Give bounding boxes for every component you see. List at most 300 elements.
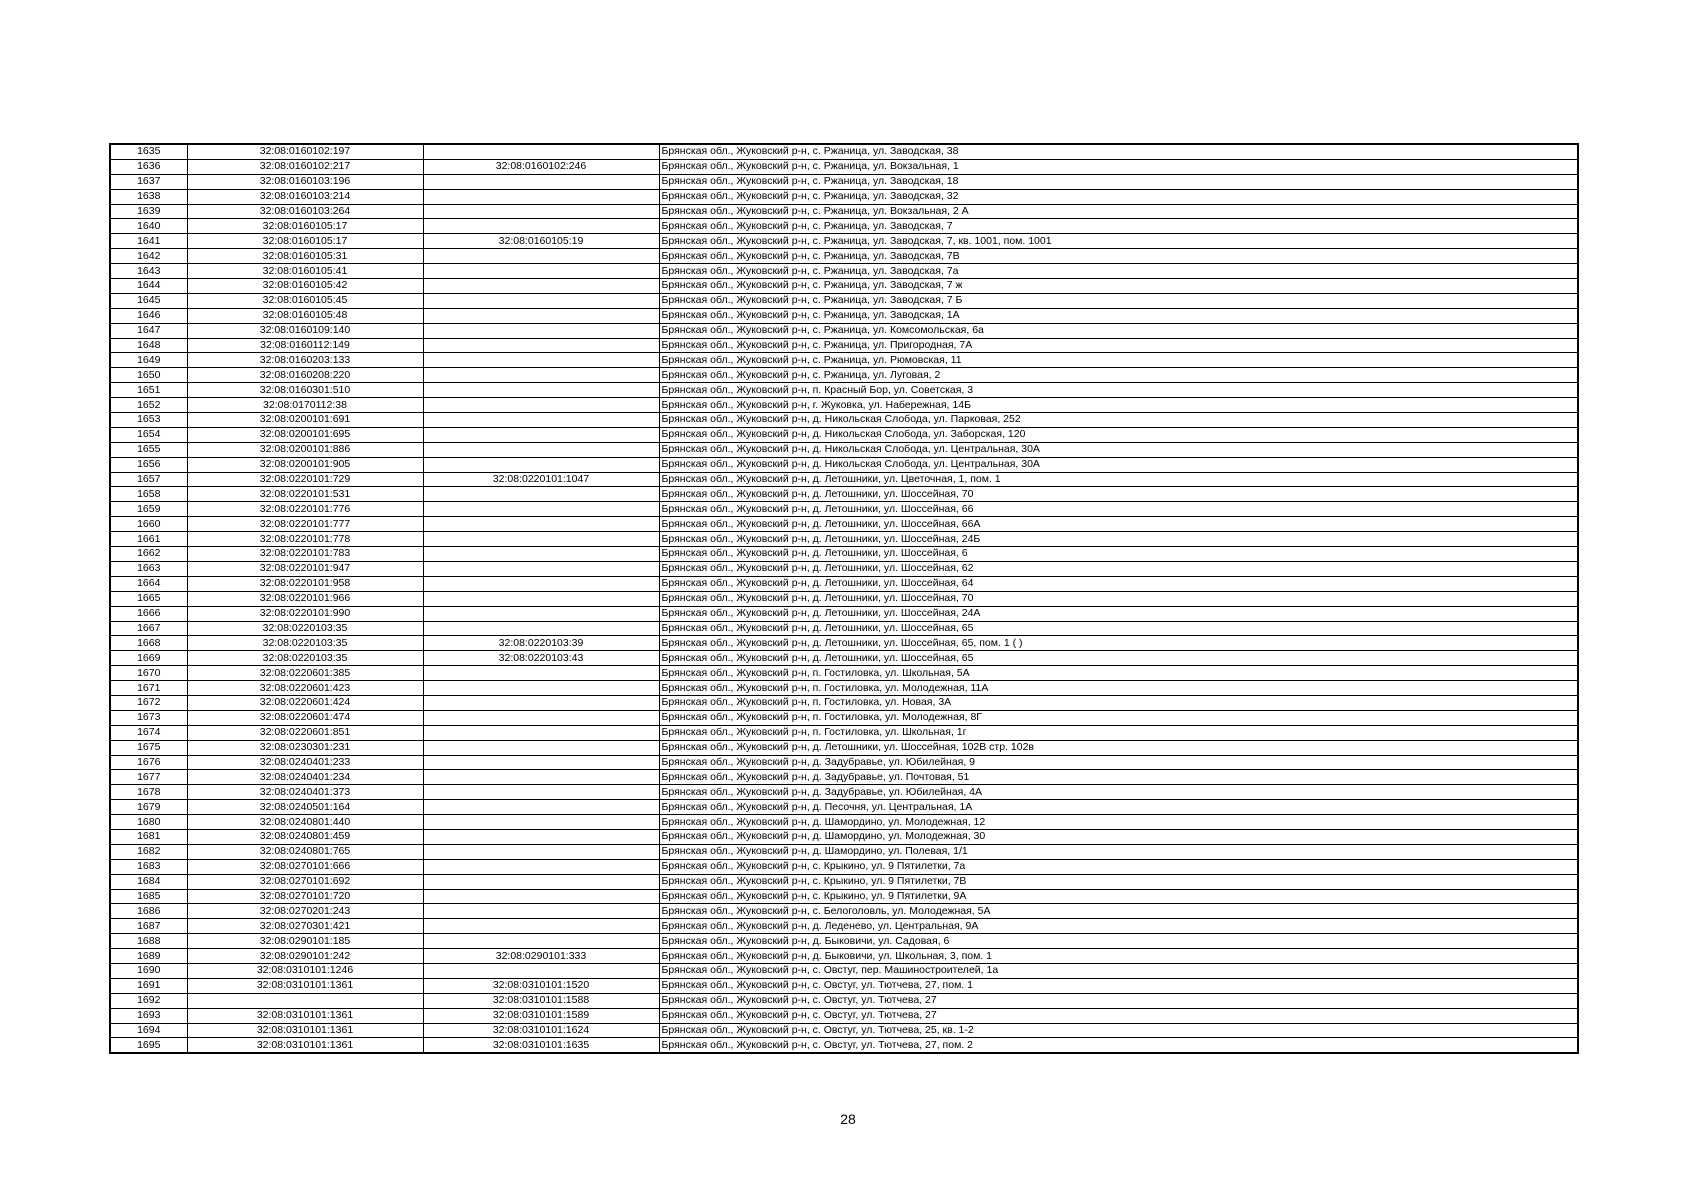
- linked-object-cell: [423, 264, 659, 279]
- address-cell: Брянская обл., Жуковский р-н, с. Ржаница, ул. Комсомольская, 6а: [659, 323, 1578, 338]
- address-cell: Брянская обл., Жуковский р-н, д. Летошники, ул. Шоссейная, 24А: [659, 606, 1578, 621]
- row-number-cell: 1645: [110, 293, 187, 308]
- address-cell: Брянская обл., Жуковский р-н, д. Леденево, ул. Центральная, 9А: [659, 919, 1578, 934]
- row-number-cell: 1649: [110, 353, 187, 368]
- linked-object-cell: [423, 904, 659, 919]
- row-number-cell: 1666: [110, 606, 187, 621]
- address-cell: Брянская обл., Жуковский р-н, д. Никольская Слобода, ул. Заборская, 120: [659, 427, 1578, 442]
- table-row: [110, 889, 1578, 904]
- address-cell: Брянская обл., Жуковский р-н, с. Ржаница, ул. Заводская, 7а: [659, 264, 1578, 279]
- linked-object-cell: [423, 755, 659, 770]
- cadastral-number-cell: 32:08:0220101:990: [187, 606, 423, 621]
- cadastral-number-cell: 32:08:0240401:373: [187, 785, 423, 800]
- row-number-cell: 1672: [110, 695, 187, 710]
- linked-object-cell: [423, 695, 659, 710]
- cadastral-number-cell: 32:08:0160208:220: [187, 368, 423, 383]
- table-row: [110, 308, 1578, 323]
- cadastral-number-cell: 32:08:0220103:35: [187, 621, 423, 636]
- address-cell: Брянская обл., Жуковский р-н, с. Овстуг, ул. Тютчева, 27, пом. 1: [659, 978, 1578, 993]
- linked-object-cell: [423, 785, 659, 800]
- address-cell: Брянская обл., Жуковский р-н, с. Ржаница, ул. Заводская, 32: [659, 189, 1578, 204]
- address-cell: Брянская обл., Жуковский р-н, д. Шамордино, ул. Молодежная, 30: [659, 829, 1578, 844]
- table-row: [110, 904, 1578, 919]
- cadastral-number-cell: 32:08:0240501:164: [187, 800, 423, 815]
- register-body: [110, 144, 1578, 1053]
- row-number-cell: 1652: [110, 398, 187, 413]
- row-number-cell: 1651: [110, 383, 187, 398]
- cadastral-number-cell: 32:08:0160301:510: [187, 383, 423, 398]
- table-row: [110, 725, 1578, 740]
- row-number-cell: 1647: [110, 323, 187, 338]
- cadastral-number-cell: 32:08:0200101:695: [187, 427, 423, 442]
- page-number: 28: [840, 1111, 856, 1127]
- cadastral-number-cell: 32:08:0160103:214: [187, 189, 423, 204]
- linked-object-cell: [423, 666, 659, 681]
- row-number-cell: 1692: [110, 993, 187, 1008]
- address-cell: Брянская обл., Жуковский р-н, д. Никольская Слобода, ул. Центральная, 30А: [659, 457, 1578, 472]
- cadastral-number-cell: 32:08:0310101:1361: [187, 1038, 423, 1053]
- linked-object-cell: [423, 874, 659, 889]
- row-number-cell: 1676: [110, 755, 187, 770]
- row-number-cell: 1641: [110, 234, 187, 249]
- cadastral-number-cell: 32:08:0220103:35: [187, 636, 423, 651]
- address-cell: Брянская обл., Жуковский р-н, д. Летошники, ул. Шоссейная, 70: [659, 591, 1578, 606]
- row-number-cell: 1681: [110, 829, 187, 844]
- row-number-cell: 1661: [110, 532, 187, 547]
- address-cell: Брянская обл., Жуковский р-н, с. Овстуг, ул. Тютчева, 25, кв. 1-2: [659, 1023, 1578, 1038]
- cadastral-number-cell: 32:08:0160103:264: [187, 204, 423, 219]
- cadastral-number-cell: 32:08:0290101:242: [187, 949, 423, 964]
- address-cell: Брянская обл., Жуковский р-н, д. Летошники, ул. Шоссейная, 66А: [659, 517, 1578, 532]
- table-row: [110, 934, 1578, 949]
- address-cell: Брянская обл., Жуковский р-н, п. Гостиловка, ул. Молодежная, 11А: [659, 681, 1578, 696]
- cadastral-number-cell: 32:08:0290101:185: [187, 934, 423, 949]
- address-cell: Брянская обл., Жуковский р-н, с. Белоголовль, ул. Молодежная, 5А: [659, 904, 1578, 919]
- linked-object-cell: [423, 934, 659, 949]
- address-cell: Брянская обл., Жуковский р-н, с. Крыкино, ул. 9 Пятилетки, 7В: [659, 874, 1578, 889]
- linked-object-cell: 32:08:0160102:246: [423, 159, 659, 174]
- row-number-cell: 1648: [110, 338, 187, 353]
- table-row: [110, 517, 1578, 532]
- linked-object-cell: 32:08:0160105:19: [423, 234, 659, 249]
- address-cell: Брянская обл., Жуковский р-н, д. Быковичи, ул. Школьная, 3, пом. 1: [659, 949, 1578, 964]
- linked-object-cell: [423, 308, 659, 323]
- row-number-cell: 1688: [110, 934, 187, 949]
- address-cell: Брянская обл., Жуковский р-н, с. Ржаница, ул. Заводская, 7, кв. 1001, пом. 1001: [659, 234, 1578, 249]
- linked-object-cell: [423, 815, 659, 830]
- cadastral-number-cell: 32:08:0310101:1361: [187, 978, 423, 993]
- row-number-cell: 1668: [110, 636, 187, 651]
- linked-object-cell: [423, 323, 659, 338]
- cadastral-number-cell: 32:08:0270101:666: [187, 859, 423, 874]
- row-number-cell: 1695: [110, 1038, 187, 1053]
- cadastral-number-cell: 32:08:0160105:45: [187, 293, 423, 308]
- table-row: [110, 1008, 1578, 1023]
- row-number-cell: 1654: [110, 427, 187, 442]
- linked-object-cell: [423, 591, 659, 606]
- linked-object-cell: [423, 383, 659, 398]
- linked-object-cell: 32:08:0310101:1635: [423, 1038, 659, 1053]
- cadastral-number-cell: 32:08:0240401:233: [187, 755, 423, 770]
- address-cell: Брянская обл., Жуковский р-н, д. Летошники, ул. Шоссейная, 65: [659, 621, 1578, 636]
- cadastral-number-cell: [187, 993, 423, 1008]
- address-cell: Брянская обл., Жуковский р-н, д. Задубравье, ул. Юбилейная, 4А: [659, 785, 1578, 800]
- table-row: [110, 636, 1578, 651]
- table-row: [110, 576, 1578, 591]
- table-row: [110, 159, 1578, 174]
- address-cell: Брянская обл., Жуковский р-н, д. Летошники, ул. Шоссейная, 70: [659, 487, 1578, 502]
- address-cell: Брянская обл., Жуковский р-н, с. Ржаница, ул. Пригородная, 7А: [659, 338, 1578, 353]
- row-number-cell: 1669: [110, 651, 187, 666]
- linked-object-cell: [423, 517, 659, 532]
- linked-object-cell: 32:08:0220103:43: [423, 651, 659, 666]
- row-number-cell: 1637: [110, 174, 187, 189]
- table-row: [110, 144, 1578, 159]
- linked-object-cell: [423, 487, 659, 502]
- linked-object-cell: [423, 427, 659, 442]
- cadastral-number-cell: 32:08:0160112:149: [187, 338, 423, 353]
- row-number-cell: 1694: [110, 1023, 187, 1038]
- table-row: [110, 963, 1578, 978]
- table-row: [110, 249, 1578, 264]
- address-cell: Брянская обл., Жуковский р-н, с. Ржаница, ул. Заводская, 1А: [659, 308, 1578, 323]
- address-cell: Брянская обл., Жуковский р-н, д. Летошники, ул. Шоссейная, 65: [659, 651, 1578, 666]
- cadastral-number-cell: 32:08:0310101:1361: [187, 1023, 423, 1038]
- table-row: [110, 502, 1578, 517]
- linked-object-cell: [423, 279, 659, 294]
- cadastral-number-cell: 32:08:0220601:423: [187, 681, 423, 696]
- address-cell: Брянская обл., Жуковский р-н, д. Летошники, ул. Цветочная, 1, пом. 1: [659, 472, 1578, 487]
- row-number-cell: 1663: [110, 561, 187, 576]
- table-row: [110, 368, 1578, 383]
- cadastral-number-cell: 32:08:0160102:197: [187, 144, 423, 159]
- linked-object-cell: [423, 681, 659, 696]
- cadastral-number-cell: 32:08:0160105:48: [187, 308, 423, 323]
- table-row: [110, 279, 1578, 294]
- row-number-cell: 1635: [110, 144, 187, 159]
- row-number-cell: 1691: [110, 978, 187, 993]
- row-number-cell: 1687: [110, 919, 187, 934]
- cadastral-number-cell: 32:08:0240801:765: [187, 844, 423, 859]
- row-number-cell: 1682: [110, 844, 187, 859]
- address-cell: Брянская обл., Жуковский р-н, д. Шамордино, ул. Полевая, 1/1: [659, 844, 1578, 859]
- row-number-cell: 1689: [110, 949, 187, 964]
- row-number-cell: 1643: [110, 264, 187, 279]
- table-row: [110, 427, 1578, 442]
- table-row: [110, 442, 1578, 457]
- cadastral-number-cell: 32:08:0220101:947: [187, 561, 423, 576]
- linked-object-cell: [423, 621, 659, 636]
- linked-object-cell: [423, 442, 659, 457]
- row-number-cell: 1690: [110, 963, 187, 978]
- cadastral-number-cell: 32:08:0220101:778: [187, 532, 423, 547]
- row-number-cell: 1680: [110, 815, 187, 830]
- table-row: [110, 859, 1578, 874]
- cadastral-number-cell: 32:08:0220101:958: [187, 576, 423, 591]
- table-row: [110, 398, 1578, 413]
- cadastral-number-cell: 32:08:0220601:851: [187, 725, 423, 740]
- table-row: [110, 561, 1578, 576]
- cadastral-number-cell: 32:08:0160105:42: [187, 279, 423, 294]
- cadastral-number-cell: 32:08:0160109:140: [187, 323, 423, 338]
- row-number-cell: 1673: [110, 710, 187, 725]
- row-number-cell: 1639: [110, 204, 187, 219]
- row-number-cell: 1664: [110, 576, 187, 591]
- table-row: [110, 651, 1578, 666]
- address-cell: Брянская обл., Жуковский р-н, с. Овстуг, пер. Машиностроителей, 1а: [659, 963, 1578, 978]
- cadastral-number-cell: 32:08:0200101:886: [187, 442, 423, 457]
- linked-object-cell: [423, 740, 659, 755]
- linked-object-cell: [423, 219, 659, 234]
- row-number-cell: 1679: [110, 800, 187, 815]
- address-cell: Брянская обл., Жуковский р-н, с. Ржаница, ул. Луговая, 2: [659, 368, 1578, 383]
- address-cell: Брянская обл., Жуковский р-н, п. Гостиловка, ул. Молодежная, 8Г: [659, 710, 1578, 725]
- cadastral-number-cell: 32:08:0170112:38: [187, 398, 423, 413]
- table-row: [110, 472, 1578, 487]
- cadastral-number-cell: 32:08:0220601:474: [187, 710, 423, 725]
- row-number-cell: 1658: [110, 487, 187, 502]
- linked-object-cell: [423, 502, 659, 517]
- cadastral-number-cell: 32:08:0240401:234: [187, 770, 423, 785]
- row-number-cell: 1674: [110, 725, 187, 740]
- row-number-cell: 1675: [110, 740, 187, 755]
- table-row: [110, 204, 1578, 219]
- cadastral-number-cell: 32:08:0200101:691: [187, 413, 423, 428]
- linked-object-cell: [423, 174, 659, 189]
- row-number-cell: 1677: [110, 770, 187, 785]
- row-number-cell: 1657: [110, 472, 187, 487]
- cadastral-number-cell: 32:08:0310101:1246: [187, 963, 423, 978]
- cadastral-number-cell: 32:08:0270301:421: [187, 919, 423, 934]
- linked-object-cell: [423, 859, 659, 874]
- linked-object-cell: [423, 144, 659, 159]
- linked-object-cell: [423, 576, 659, 591]
- cadastral-number-cell: 32:08:0220103:35: [187, 651, 423, 666]
- linked-object-cell: [423, 889, 659, 904]
- cadastral-number-cell: 32:08:0160105:41: [187, 264, 423, 279]
- row-number-cell: 1655: [110, 442, 187, 457]
- table-row: [110, 770, 1578, 785]
- table-row: [110, 949, 1578, 964]
- cadastral-number-cell: 32:08:0160105:17: [187, 219, 423, 234]
- linked-object-cell: [423, 829, 659, 844]
- table-row: [110, 993, 1578, 1008]
- table-row: [110, 189, 1578, 204]
- linked-object-cell: [423, 547, 659, 562]
- address-cell: Брянская обл., Жуковский р-н, д. Летошники, ул. Шоссейная, 6: [659, 547, 1578, 562]
- address-cell: Брянская обл., Жуковский р-н, с. Овстуг, ул. Тютчева, 27: [659, 993, 1578, 1008]
- row-number-cell: 1646: [110, 308, 187, 323]
- table-row: [110, 338, 1578, 353]
- row-number-cell: 1686: [110, 904, 187, 919]
- cadastral-number-cell: 32:08:0220101:966: [187, 591, 423, 606]
- address-cell: Брянская обл., Жуковский р-н, д. Шамордино, ул. Молодежная, 12: [659, 815, 1578, 830]
- row-number-cell: 1667: [110, 621, 187, 636]
- cadastral-number-cell: 32:08:0220101:776: [187, 502, 423, 517]
- table-row: [110, 710, 1578, 725]
- table-row: [110, 844, 1578, 859]
- table-row: [110, 785, 1578, 800]
- cadastral-number-cell: 32:08:0160105:31: [187, 249, 423, 264]
- cadastral-number-cell: 32:08:0270201:243: [187, 904, 423, 919]
- table-row: [110, 174, 1578, 189]
- table-row: [110, 353, 1578, 368]
- cadastral-number-cell: 32:08:0240801:459: [187, 829, 423, 844]
- linked-object-cell: 32:08:0310101:1520: [423, 978, 659, 993]
- table-row: [110, 621, 1578, 636]
- table-row: [110, 755, 1578, 770]
- linked-object-cell: [423, 844, 659, 859]
- linked-object-cell: 32:08:0310101:1624: [423, 1023, 659, 1038]
- cadastral-number-cell: 32:08:0270101:692: [187, 874, 423, 889]
- row-number-cell: 1636: [110, 159, 187, 174]
- row-number-cell: 1656: [110, 457, 187, 472]
- table-row: [110, 815, 1578, 830]
- linked-object-cell: [423, 770, 659, 785]
- cadastral-number-cell: 32:08:0220101:729: [187, 472, 423, 487]
- row-number-cell: 1650: [110, 368, 187, 383]
- table-row: [110, 532, 1578, 547]
- address-cell: Брянская обл., Жуковский р-н, с. Ржаница, ул. Вокзальная, 1: [659, 159, 1578, 174]
- linked-object-cell: 32:08:0290101:333: [423, 949, 659, 964]
- table-row: [110, 413, 1578, 428]
- table-row: [110, 666, 1578, 681]
- linked-object-cell: [423, 710, 659, 725]
- address-cell: Брянская обл., Жуковский р-н, г. Жуковка, ул. Набережная, 14Б: [659, 398, 1578, 413]
- linked-object-cell: [423, 353, 659, 368]
- table-row: [110, 383, 1578, 398]
- linked-object-cell: [423, 725, 659, 740]
- linked-object-cell: [423, 457, 659, 472]
- table-row: [110, 293, 1578, 308]
- table-row: [110, 695, 1578, 710]
- cadastral-number-cell: 32:08:0220601:385: [187, 666, 423, 681]
- linked-object-cell: [423, 398, 659, 413]
- linked-object-cell: [423, 368, 659, 383]
- row-number-cell: 1653: [110, 413, 187, 428]
- address-cell: Брянская обл., Жуковский р-н, с. Овстуг, ул. Тютчева, 27: [659, 1008, 1578, 1023]
- row-number-cell: 1693: [110, 1008, 187, 1023]
- address-cell: Брянская обл., Жуковский р-н, д. Никольская Слобода, ул. Парковая, 252: [659, 413, 1578, 428]
- linked-object-cell: [423, 919, 659, 934]
- table-row: [110, 978, 1578, 993]
- address-cell: Брянская обл., Жуковский р-н, д. Летошники, ул. Шоссейная, 64: [659, 576, 1578, 591]
- table-row: [110, 264, 1578, 279]
- address-cell: Брянская обл., Жуковский р-н, д. Песочня, ул. Центральная, 1А: [659, 800, 1578, 815]
- address-cell: Брянская обл., Жуковский р-н, п. Гостиловка, ул. Новая, 3А: [659, 695, 1578, 710]
- table-row: [110, 234, 1578, 249]
- table-row: [110, 547, 1578, 562]
- table-row: [110, 681, 1578, 696]
- cadastral-number-cell: 32:08:0240801:440: [187, 815, 423, 830]
- linked-object-cell: [423, 413, 659, 428]
- linked-object-cell: 32:08:0220101:1047: [423, 472, 659, 487]
- cadastral-number-cell: 32:08:0160102:217: [187, 159, 423, 174]
- address-cell: Брянская обл., Жуковский р-н, с. Ржаница, ул. Вокзальная, 2 А: [659, 204, 1578, 219]
- table-row: [110, 591, 1578, 606]
- table-row: [110, 919, 1578, 934]
- address-cell: Брянская обл., Жуковский р-н, д. Задубравье, ул. Почтовая, 51: [659, 770, 1578, 785]
- table-row: [110, 829, 1578, 844]
- address-cell: Брянская обл., Жуковский р-н, д. Летошники, ул. Шоссейная, 65, пом. 1 ( ): [659, 636, 1578, 651]
- table-row: [110, 219, 1578, 234]
- address-cell: Брянская обл., Жуковский р-н, д. Задубравье, ул. Юбилейная, 9: [659, 755, 1578, 770]
- cadastral-number-cell: 32:08:0160105:17: [187, 234, 423, 249]
- table-row: [110, 740, 1578, 755]
- address-cell: Брянская обл., Жуковский р-н, д. Никольская Слобода, ул. Центральная, 30А: [659, 442, 1578, 457]
- row-number-cell: 1665: [110, 591, 187, 606]
- table-row: [110, 487, 1578, 502]
- cadastral-number-cell: 32:08:0160103:196: [187, 174, 423, 189]
- linked-object-cell: [423, 532, 659, 547]
- row-number-cell: 1659: [110, 502, 187, 517]
- address-cell: Брянская обл., Жуковский р-н, п. Гостиловка, ул. Школьная, 1г: [659, 725, 1578, 740]
- linked-object-cell: [423, 249, 659, 264]
- cadastral-number-cell: 32:08:0220101:777: [187, 517, 423, 532]
- table-row: [110, 874, 1578, 889]
- linked-object-cell: [423, 561, 659, 576]
- table-row: [110, 606, 1578, 621]
- row-number-cell: 1638: [110, 189, 187, 204]
- address-cell: Брянская обл., Жуковский р-н, с. Крыкино, ул. 9 Пятилетки, 7а: [659, 859, 1578, 874]
- cadastral-number-cell: 32:08:0270101:720: [187, 889, 423, 904]
- address-cell: Брянская обл., Жуковский р-н, д. Летошники, ул. Шоссейная, 102В стр. 102в: [659, 740, 1578, 755]
- row-number-cell: 1662: [110, 547, 187, 562]
- linked-object-cell: [423, 204, 659, 219]
- address-cell: Брянская обл., Жуковский р-н, с. Ржаница, ул. Заводская, 38: [659, 144, 1578, 159]
- address-cell: Брянская обл., Жуковский р-н, с. Ржаница, ул. Заводская, 7 ж: [659, 279, 1578, 294]
- table-row: [110, 457, 1578, 472]
- address-cell: Брянская обл., Жуковский р-н, д. Летошники, ул. Шоссейная, 62: [659, 561, 1578, 576]
- linked-object-cell: 32:08:0220103:39: [423, 636, 659, 651]
- linked-object-cell: [423, 606, 659, 621]
- row-number-cell: 1642: [110, 249, 187, 264]
- linked-object-cell: [423, 293, 659, 308]
- cadastral-number-cell: 32:08:0310101:1361: [187, 1008, 423, 1023]
- linked-object-cell: [423, 189, 659, 204]
- cadastral-number-cell: 32:08:0220101:783: [187, 547, 423, 562]
- row-number-cell: 1684: [110, 874, 187, 889]
- row-number-cell: 1685: [110, 889, 187, 904]
- address-cell: Брянская обл., Жуковский р-н, с. Овстуг, ул. Тютчева, 27, пом. 2: [659, 1038, 1578, 1053]
- table-row: [110, 1038, 1578, 1053]
- address-cell: Брянская обл., Жуковский р-н, с. Ржаница, ул. Рюмовская, 11: [659, 353, 1578, 368]
- row-number-cell: 1671: [110, 681, 187, 696]
- address-cell: Брянская обл., Жуковский р-н, с. Крыкино, ул. 9 Пятилетки, 9А: [659, 889, 1578, 904]
- row-number-cell: 1678: [110, 785, 187, 800]
- linked-object-cell: [423, 800, 659, 815]
- table-row: [110, 323, 1578, 338]
- linked-object-cell: [423, 963, 659, 978]
- row-number-cell: 1670: [110, 666, 187, 681]
- cadastral-number-cell: 32:08:0230301:231: [187, 740, 423, 755]
- address-cell: Брянская обл., Жуковский р-н, д. Летошники, ул. Шоссейная, 24Б: [659, 532, 1578, 547]
- address-cell: Брянская обл., Жуковский р-н, д. Летошники, ул. Шоссейная, 66: [659, 502, 1578, 517]
- table-row: [110, 800, 1578, 815]
- row-number-cell: 1660: [110, 517, 187, 532]
- register-table: [109, 143, 1579, 1054]
- linked-object-cell: 32:08:0310101:1588: [423, 993, 659, 1008]
- row-number-cell: 1644: [110, 279, 187, 294]
- address-cell: Брянская обл., Жуковский р-н, п. Гостиловка, ул. Школьная, 5А: [659, 666, 1578, 681]
- address-cell: Брянская обл., Жуковский р-н, с. Ржаница, ул. Заводская, 7В: [659, 249, 1578, 264]
- address-cell: Брянская обл., Жуковский р-н, с. Ржаница, ул. Заводская, 7: [659, 219, 1578, 234]
- cadastral-number-cell: 32:08:0220601:424: [187, 695, 423, 710]
- cadastral-number-cell: 32:08:0220101:531: [187, 487, 423, 502]
- address-cell: Брянская обл., Жуковский р-н, д. Быковичи, ул. Садовая, 6: [659, 934, 1578, 949]
- linked-object-cell: [423, 338, 659, 353]
- row-number-cell: 1683: [110, 859, 187, 874]
